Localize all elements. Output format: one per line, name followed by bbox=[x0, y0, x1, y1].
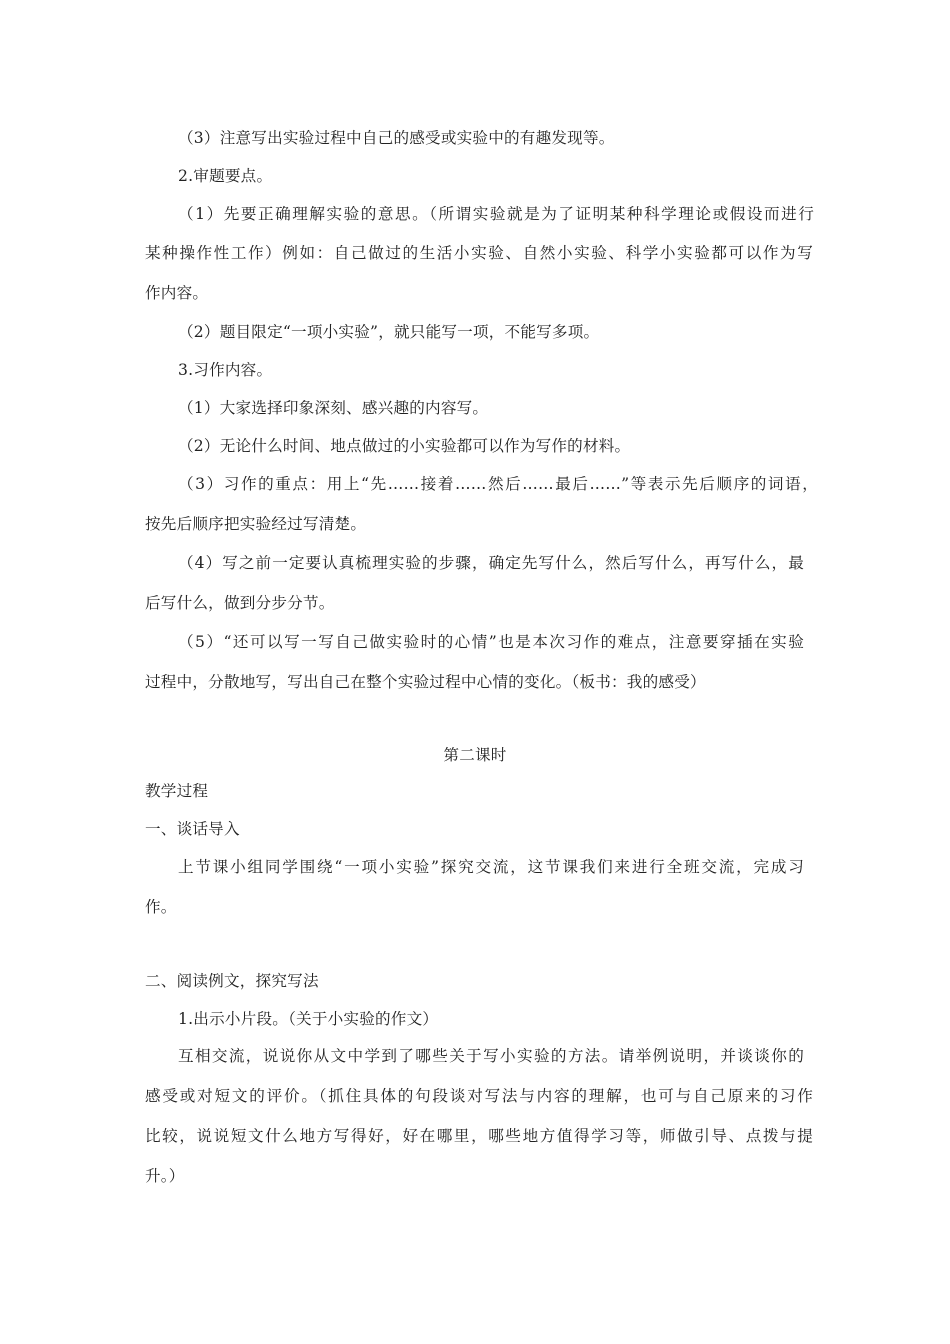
text-line: 上节课小组同学围绕“一项小实验”探究交流，这节课我们来进行全班交流，完成习 bbox=[178, 858, 804, 876]
text-line: （1）大家选择印象深刻、感兴趣的内容写。 bbox=[178, 399, 489, 417]
text-line: 作内容。 bbox=[145, 284, 209, 302]
text-line: 3.习作内容。 bbox=[178, 361, 273, 379]
text-line: （3）注意写出实验过程中自己的感受或实验中的有趣发现等。 bbox=[178, 129, 615, 147]
text-line: （2）无论什么时间、地点做过的小实验都可以作为写作的材料。 bbox=[178, 437, 631, 455]
section-title: 第二课时 bbox=[443, 746, 507, 764]
text-line: 感受或对短文的评价。（抓住具体的句段谈对写法与内容的理解，也可与自己原来的习作 bbox=[145, 1087, 813, 1105]
text-line: 升。） bbox=[145, 1167, 185, 1185]
text-line: （4）写之前一定要认真梳理实验的步骤，确定先写什么，然后写什么，再写什么，最 bbox=[178, 554, 804, 572]
text-line: 按先后顺序把实验经过写清楚。 bbox=[145, 515, 367, 533]
text-line: 过程中，分散地写，写出自己在整个实验过程中心情的变化。（板书：我的感受） bbox=[145, 673, 706, 691]
text-line: （2）题目限定“一项小实验”，就只能写一项，不能写多项。 bbox=[178, 323, 600, 341]
text-line: 1.出示小片段。（关于小实验的作文） bbox=[178, 1010, 439, 1028]
text-line: 后写什么，做到分步分节。 bbox=[145, 594, 335, 612]
text-line: （1）先要正确理解实验的意思。（所谓实验就是为了证明某种科学理论或假设而进行 bbox=[178, 205, 814, 223]
text-line: 互相交流，说说你从文中学到了哪些关于写小实验的方法。请举例说明，并谈谈你的 bbox=[178, 1047, 804, 1065]
text-line: （3）习作的重点：用上“先……接着……然后……最后……”等表示先后顺序的词语， bbox=[178, 475, 818, 493]
text-line: 2.审题要点。 bbox=[178, 167, 273, 185]
text-line: （5）“还可以写一写自己做实验时的心情”也是本次习作的难点，注意要穿插在实验 bbox=[178, 633, 804, 651]
text-line: 某种操作性工作）例如：自己做过的生活小实验、自然小实验、科学小实验都可以作为写 bbox=[145, 244, 813, 262]
heading: 教学过程 bbox=[145, 782, 209, 800]
text-line: 比较，说说短文什么地方写得好，好在哪里，哪些地方值得学习等，师做引导、点拨与提 bbox=[145, 1127, 813, 1145]
heading: 一、谈话导入 bbox=[145, 820, 240, 838]
heading: 二、阅读例文，探究写法 bbox=[145, 972, 319, 990]
text-line: 作。 bbox=[145, 898, 177, 916]
